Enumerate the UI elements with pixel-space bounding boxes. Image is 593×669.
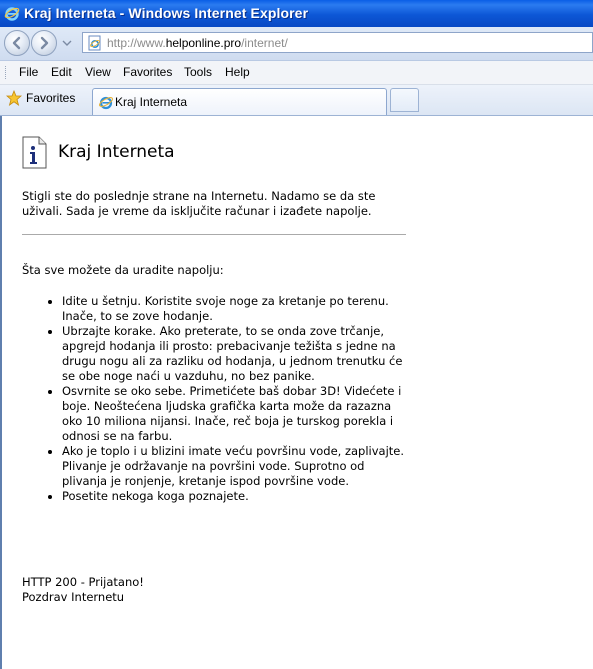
menu-favorites[interactable]: Favorites (123, 65, 173, 79)
address-bar[interactable] (82, 32, 593, 53)
new-tab-button[interactable] (390, 88, 419, 112)
tab-label: Kraj Interneta (115, 95, 188, 109)
internet-explorer-icon (4, 5, 20, 21)
status-line: HTTP 200 - Prijatano! (22, 575, 144, 589)
menu-help[interactable]: Help (225, 65, 250, 79)
list-item: • Osvrnite se oko sebe. Primetićete baš dobar 3D! Videćete i boje. Neoštećena ljudska grafička karta može da razazna oko 10 miliona nijansi. Inače, reč boja je turskog porekla i odnosi se na farbu. (62, 384, 412, 444)
url-host: helponline.pro (165, 36, 242, 50)
menu-view[interactable]: View (85, 65, 111, 79)
address-url[interactable] (107, 36, 288, 50)
list-item: • Ubrzajte korake. Ako preterate, to se onda zove trčanje, apgrejd hodanja ili prosto: prebacivanje težišta s jedne na drugu nogu ali za razliku od hodanja, u jednom trenutku će se obe noge naći u vazduhu, no bez panike. (62, 324, 412, 384)
favorites-label: Favorites (26, 91, 76, 105)
recent-pages-dropdown-icon[interactable] (62, 39, 72, 47)
menu-bar (0, 61, 593, 85)
activity-list (22, 294, 412, 504)
favorites-tab-bar (0, 85, 593, 116)
menu-tools[interactable]: Tools (184, 65, 213, 79)
menu-edit[interactable]: Edit (51, 65, 72, 79)
list-item: • Posetite nekoga koga poznajete. (62, 489, 412, 504)
list-item: • Ako je toplo i u blizini imate veću površinu vode, zaplivajte. Plivanje je održavanje na površini vode. Suprotno od plivanja je ronjenje, kretanje ispod površine vode. (62, 444, 412, 489)
menu-file[interactable]: File (19, 65, 39, 79)
url-prefix: http://www. (107, 36, 166, 50)
internet-explorer-tab-icon (98, 94, 114, 110)
intro-paragraph: Stigli ste do poslednje strane na Internetu. Nadamo se da ste uživali. Sada je vreme da isključite računar i izađete napolje. (22, 189, 376, 218)
horizontal-divider (22, 234, 406, 235)
url-path: /internet/ (241, 36, 288, 50)
favorites-star-icon (6, 90, 22, 106)
back-button[interactable] (4, 30, 30, 56)
greeting-line: Pozdrav Internetu (22, 590, 125, 604)
forward-arrow-icon (37, 36, 51, 50)
list-item: • Idite u šetnju. Koristite svoje noge za kretanje po terenu. Inače, to se zove hodanje. (62, 294, 412, 324)
tab-kraj-interneta[interactable] (92, 88, 387, 115)
navigation-bar (0, 27, 593, 61)
window-title: Kraj Interneta - Windows Internet Explorer (24, 5, 309, 21)
info-icon (22, 136, 47, 169)
window-titlebar (0, 0, 593, 27)
forward-button[interactable] (31, 30, 57, 56)
page-viewport (0, 116, 593, 669)
page-heading: Kraj Interneta (58, 142, 175, 162)
list-lead-text: Šta sve možete da uradite napolju: (22, 263, 224, 277)
toolbar-grip[interactable] (5, 66, 9, 79)
back-arrow-icon (10, 36, 24, 50)
page-icon (87, 35, 103, 51)
